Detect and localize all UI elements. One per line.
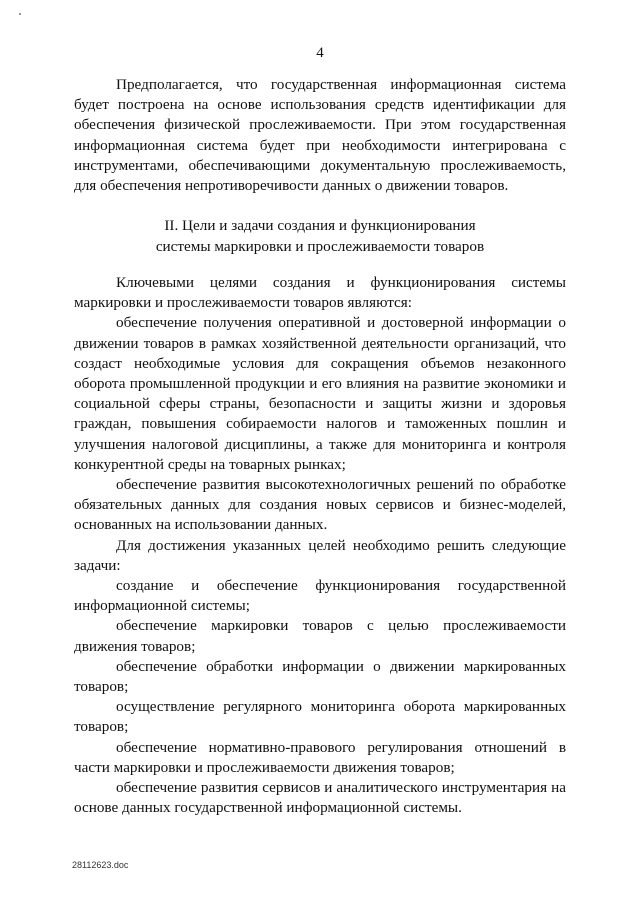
scan-mark	[19, 13, 21, 15]
paragraph-task-5: обеспечение нормативно-правового регулирования отношений в части маркировки и прослеживаемости движения товаров;	[74, 738, 566, 776]
paragraph-task-1: создание и обеспечение функционирования государственной информационной системы;	[74, 577, 566, 615]
section-heading-line-2: системы маркировки и прослеживаемости товаров	[155, 237, 485, 255]
page-number: 4	[316, 45, 324, 61]
intro-paragraph: Предполагается, что государственная информационная система будет построена на основе использования средств идентификации для обеспечения физической прослеживаемости. При этом государственная информационная система будет при необходимости интегрирована с инструментами, обеспечивающими документальную прослеживаемость, для обеспечения непротиворечивости данных о движении товаров.	[74, 76, 566, 195]
paragraph-task-4: осуществление регулярного мониторинга оборота маркированных товаров;	[74, 698, 566, 736]
section-body	[74, 273, 566, 818]
footer-filename: 28112623.doc	[72, 860, 129, 870]
paragraph-goal-1: обеспечение получения оперативной и достоверной информации о движении товаров в рамках хозяйственной деятельности организаций, что создаст необходимые условия для сокращения объемов незаконного оборота промышленной продукции и его влияния на развитие экономики и социальной сферы страны, безопасности и защиты жизни и здоровья граждан, повышения собираемости налогов и таможенных пошлин и улучшения налоговой дисциплины, а также для мониторинга и контроля конкурентной среды на товарных рынках;	[74, 314, 566, 473]
paragraph-goals-intro: Ключевыми целями создания и функционирования системы маркировки и прослеживаемости товаров являются:	[74, 274, 566, 312]
paragraph-task-2: обеспечение маркировки товаров с целью прослеживаемости движения товаров;	[74, 617, 566, 655]
section-heading	[74, 216, 566, 257]
paragraph-goal-2: обеспечение развития высокотехнологичных решений по обработке обязательных данных для создания новых сервисов и бизнес-моделей, основанных на использовании данных.	[74, 476, 566, 534]
paragraph-task-6: обеспечение развития сервисов и аналитического инструментария на основе данных государственной информационной системы.	[74, 779, 566, 817]
paragraph-task-3: обеспечение обработки информации о движении маркированных товаров;	[74, 657, 566, 696]
paragraph-tasks-intro: Для достижения указанных целей необходимо решить следующие задачи:	[74, 536, 566, 574]
section-heading-line-1: II. Цели и задачи создания и функционирования	[164, 217, 476, 234]
intro-block	[74, 75, 566, 196]
